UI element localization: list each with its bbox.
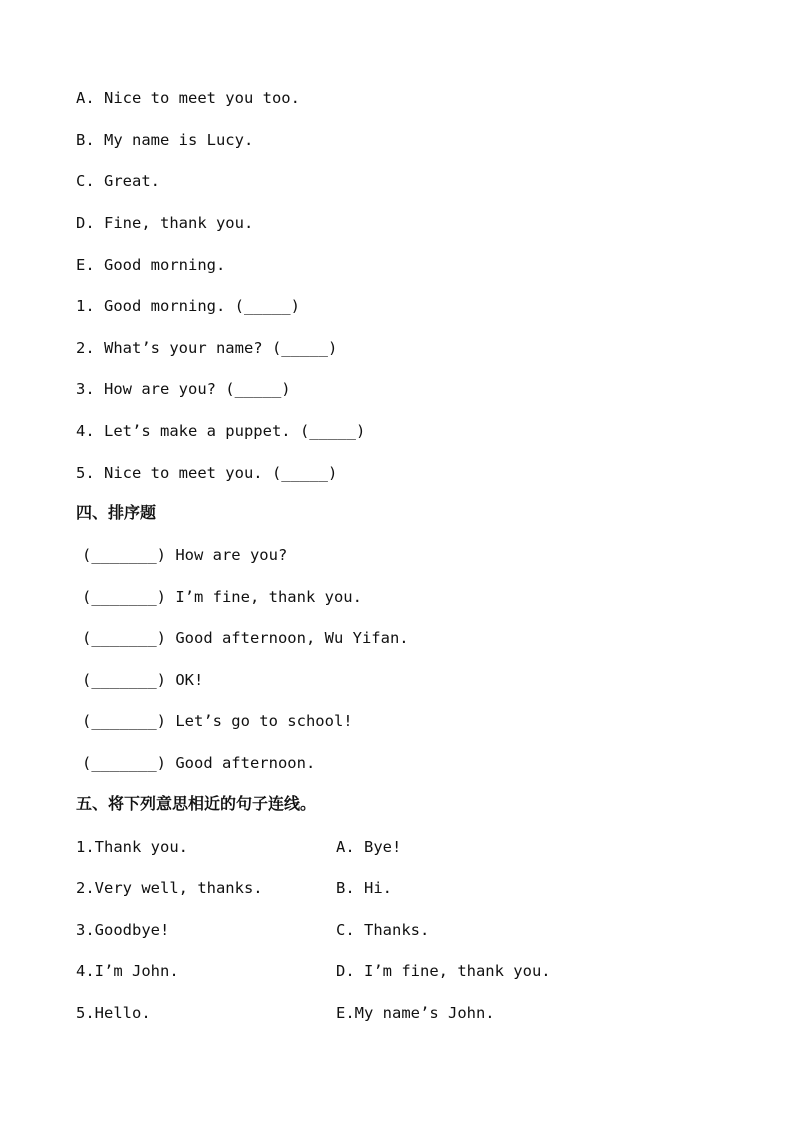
question-5: 5. Nice to meet you. (_____) [76, 464, 338, 482]
match-left-3: 3.Goodbye! [76, 921, 170, 939]
order-item-6: (_______) Good afternoon. [82, 754, 316, 772]
match-left-2: 2.Very well, thanks. [76, 879, 263, 897]
match-left-4: 4.I’m John. [76, 962, 179, 980]
match-right-c: C. Thanks. [336, 921, 430, 939]
section-5-heading: 五、将下列意思相近的句子连线。 [76, 794, 317, 813]
option-a: A. Nice to meet you too. [76, 89, 300, 107]
order-item-4: (_______) OK! [82, 671, 204, 689]
option-d: D. Fine, thank you. [76, 214, 254, 232]
section-4-heading: 四、排序题 [76, 503, 157, 522]
order-item-1: (_______) How are you? [82, 546, 288, 564]
match-right-e: E.My name’s John. [336, 1004, 495, 1022]
match-right-d: D. I’m fine, thank you. [336, 962, 551, 980]
order-item-2: (_______) I’m fine, thank you. [82, 588, 362, 606]
option-b: B. My name is Lucy. [76, 131, 254, 149]
option-c: C. Great. [76, 172, 160, 190]
match-left-1: 1.Thank you. [76, 838, 188, 856]
question-1: 1. Good morning. (_____) [76, 297, 300, 315]
match-left-5: 5.Hello. [76, 1004, 151, 1022]
option-e: E. Good morning. [76, 256, 226, 274]
match-right-a: A. Bye! [336, 838, 402, 856]
question-4: 4. Let’s make a puppet. (_____) [76, 422, 366, 440]
order-item-5: (_______) Let’s go to school! [82, 712, 353, 730]
match-right-b: B. Hi. [336, 879, 392, 897]
order-item-3: (_______) Good afternoon, Wu Yifan. [82, 629, 409, 647]
question-3: 3. How are you? (_____) [76, 380, 291, 398]
question-2: 2. What’s your name? (_____) [76, 339, 338, 357]
